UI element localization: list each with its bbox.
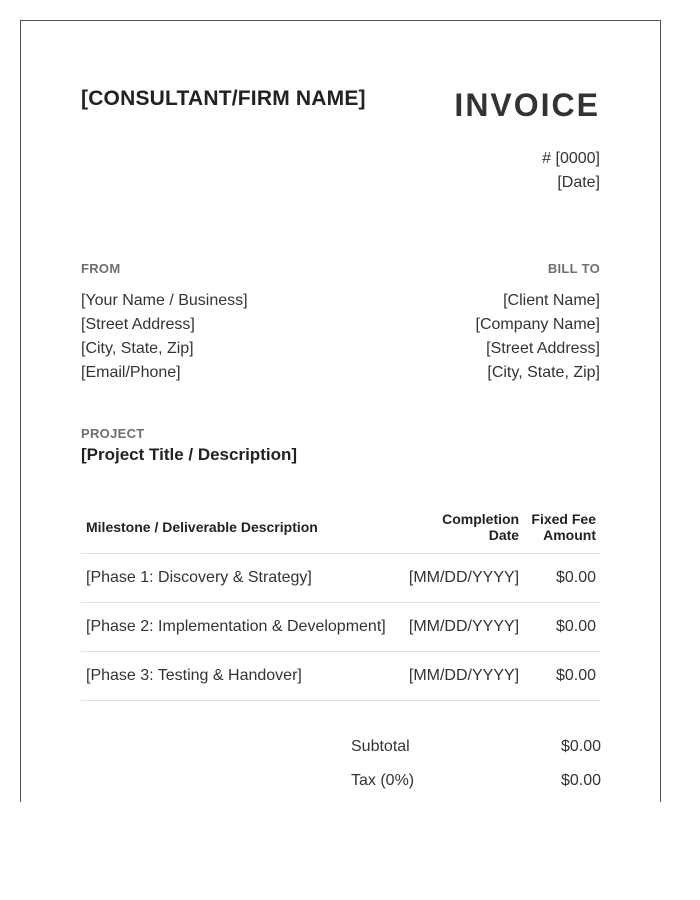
project-section <box>81 426 297 465</box>
milestone-description: [Phase 2: Implementation & Development] <box>81 603 400 652</box>
bill-to-section <box>476 261 601 385</box>
bill-to-line: [Company Name] <box>475 316 600 333</box>
bill-to-line: [Street Address] <box>486 340 600 357</box>
from-line: [Email/Phone] <box>81 364 181 381</box>
tax-row <box>351 769 601 803</box>
completion-date: [MM/DD/YYYY] <box>400 603 524 652</box>
subtotal-value: $0.00 <box>560 738 601 755</box>
fixed-fee-amount: $0.00 <box>524 652 601 701</box>
table-row <box>81 603 601 652</box>
from-label: FROM <box>81 261 121 276</box>
from-line: [City, State, Zip] <box>81 340 194 357</box>
column-header-date-line: Date <box>488 527 520 543</box>
column-header-amount-line: Amount <box>543 527 596 543</box>
from-section <box>81 261 248 385</box>
subtotal-label: Subtotal <box>351 738 410 755</box>
firm-name: [CONSULTANT/FIRM NAME] <box>81 87 366 110</box>
invoice-page <box>20 20 661 802</box>
from-address <box>81 289 248 385</box>
fixed-fee-amount: $0.00 <box>524 603 601 652</box>
totals-section <box>351 735 601 803</box>
project-title: [Project Title / Description] <box>81 445 298 464</box>
milestone-description: [Phase 3: Testing & Handover] <box>81 652 400 701</box>
table-row <box>81 554 601 603</box>
project-label: PROJECT <box>81 426 145 441</box>
bill-to-address <box>476 289 601 385</box>
tax-value: $0.00 <box>560 772 601 789</box>
table-header-row <box>81 505 601 554</box>
column-header-fixed-fee-amount <box>524 505 601 554</box>
completion-date: [MM/DD/YYYY] <box>400 554 524 603</box>
invoice-number: # [0000] <box>542 150 600 167</box>
column-header-date-line: Completion <box>442 511 520 527</box>
invoice-date: [Date] <box>557 174 600 191</box>
milestone-table <box>81 505 601 701</box>
fixed-fee-amount: $0.00 <box>524 554 601 603</box>
invoice-title: INVOICE <box>454 87 600 123</box>
invoice-meta <box>542 147 600 195</box>
column-header-description: Milestone / Deliverable Description <box>81 505 400 554</box>
from-line: [Your Name / Business] <box>81 292 248 309</box>
bill-to-line: [Client Name] <box>503 292 600 309</box>
table-row <box>81 652 601 701</box>
tax-label: Tax (0%) <box>351 772 415 789</box>
bill-to-label: BILL TO <box>547 261 600 276</box>
column-header-completion-date <box>400 505 524 554</box>
from-line: [Street Address] <box>81 316 195 333</box>
bill-to-line: [City, State, Zip] <box>487 364 600 381</box>
subtotal-row <box>351 735 601 769</box>
completion-date: [MM/DD/YYYY] <box>400 652 524 701</box>
milestone-description: [Phase 1: Discovery & Strategy] <box>81 554 400 603</box>
column-header-amount-line: Fixed Fee <box>531 511 596 527</box>
